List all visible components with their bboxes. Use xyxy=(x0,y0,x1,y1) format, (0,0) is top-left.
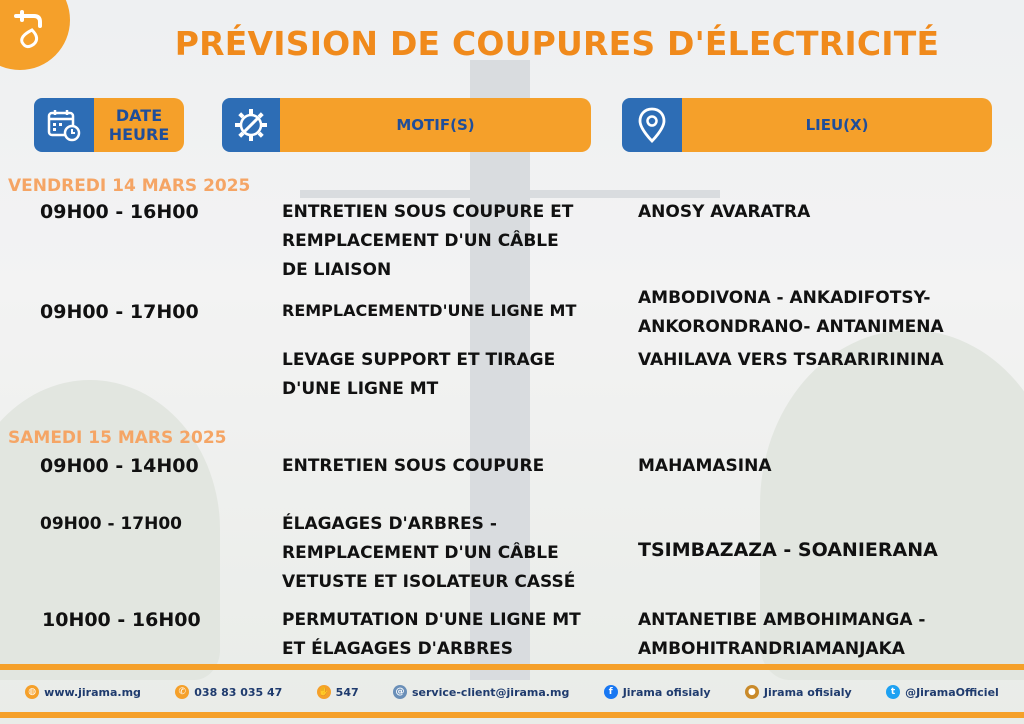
lieu-line: AMBOHITRANDRIAMANJAKA xyxy=(638,639,905,659)
motif-cell xyxy=(282,198,573,285)
lieu-cell xyxy=(638,452,772,481)
location-pin-icon xyxy=(622,98,682,152)
lieu-line: TSIMBAZAZA - SOANIERANA xyxy=(638,539,938,561)
time-slot: 09H00 - 17H00 xyxy=(40,301,199,323)
date-column-header xyxy=(34,98,184,152)
globe-icon: ◍ xyxy=(25,685,39,699)
twitter-text: @JiramaOfficiel xyxy=(905,685,999,699)
motif-column-label: MOTIF(S) xyxy=(280,98,591,152)
short-number-text: 547 xyxy=(335,685,359,699)
motif-line: REMPLACEMENT D'UN CÂBLE xyxy=(282,231,559,251)
motif-line: REMPLACEMENTD'UNE LIGNE MT xyxy=(282,301,577,320)
phone-contact[interactable] xyxy=(175,685,282,699)
motif-line: D'UNE LIGNE MT xyxy=(282,379,439,399)
motif-line: REMPLACEMENT D'UN CÂBLE xyxy=(282,543,559,563)
lieu-line: ANTANETIBE AMBOHIMANGA - xyxy=(638,610,926,630)
motif-line: ÉLAGAGES D'ARBRES - xyxy=(282,514,497,534)
day-label: SAMEDI 15 MARS 2025 xyxy=(8,428,227,448)
social-text: Jirama ofisialy xyxy=(763,685,852,699)
date-label: DATE xyxy=(115,105,163,125)
hand-icon: ✋ xyxy=(318,687,330,697)
lieu-line: MAHAMASINA xyxy=(638,456,772,476)
day-label: VENDREDI 14 MARS 2025 xyxy=(8,176,251,196)
motif-line: DE LIAISON xyxy=(282,260,392,280)
lieu-cell xyxy=(638,536,938,565)
lieu-cell xyxy=(638,198,810,227)
footer-divider-bottom xyxy=(0,712,1024,718)
heure-label: HEURE xyxy=(108,125,170,144)
social-icon: ● xyxy=(745,685,759,699)
lieu-line: AMBODIVONA - ANKADIFOTSY- xyxy=(638,288,931,308)
date-column-label xyxy=(94,98,184,152)
motif-line: PERMUTATION D'UNE LIGNE MT xyxy=(282,610,581,630)
lieu-cell xyxy=(638,606,926,664)
motif-line: VETUSTE ET ISOLATEUR CASSÉ xyxy=(282,572,576,592)
motif-cell xyxy=(282,296,576,325)
page-title: PRÉVISION DE COUPURES D'ÉLECTRICITÉ xyxy=(174,24,940,63)
lieu-column-label: LIEU(X) xyxy=(682,98,992,152)
time-slot: 09H00 - 14H00 xyxy=(40,455,199,477)
facebook-icon: f xyxy=(604,685,618,699)
email-link[interactable] xyxy=(393,685,569,699)
facebook-link[interactable] xyxy=(604,685,711,699)
time-slot: 10H00 - 16H00 xyxy=(42,609,201,631)
motif-cell xyxy=(282,452,544,481)
lieu-cell xyxy=(638,284,944,342)
gear-wrench-icon xyxy=(222,98,280,152)
time-slot: 09H00 - 17H00 xyxy=(40,514,182,534)
phone-text: 038 83 035 47 xyxy=(194,685,283,699)
motif-line: ENTRETIEN SOUS COUPURE xyxy=(282,456,545,476)
twitter-icon: t xyxy=(886,685,900,699)
twitter-link[interactable] xyxy=(886,685,999,699)
lieu-cell xyxy=(638,346,944,375)
lieu-line: VAHILAVA VERS TSARARIRININA xyxy=(638,350,944,370)
email-text: service-client@jirama.mg xyxy=(412,685,570,699)
calendar-clock-icon xyxy=(34,98,94,152)
facebook-text: Jirama ofisialy xyxy=(622,685,711,699)
time-slot: 09H00 - 16H00 xyxy=(40,201,199,223)
motif-cell xyxy=(282,606,581,664)
website-link[interactable] xyxy=(25,685,141,699)
motif-line: ET ÉLAGAGES D'ARBRES xyxy=(282,639,514,659)
motif-cell xyxy=(282,510,575,597)
short-number-contact[interactable] xyxy=(317,685,359,699)
email-icon: @ xyxy=(393,685,407,699)
social-link[interactable] xyxy=(745,685,852,699)
lieu-line: ANKORONDRANO- ANTANIMENA xyxy=(638,317,944,337)
motif-column-header xyxy=(222,98,591,152)
lieu-column-header xyxy=(622,98,992,152)
motif-cell xyxy=(282,346,555,404)
background-crossarm xyxy=(300,190,720,198)
motif-line: LEVAGE SUPPORT ET TIRAGE xyxy=(282,350,556,370)
footer-contacts xyxy=(0,676,1024,708)
footer-divider-top xyxy=(0,664,1024,670)
lieu-line: ANOSY AVARATRA xyxy=(638,202,811,222)
phone-icon: ✆ xyxy=(175,685,189,699)
motif-line: ENTRETIEN SOUS COUPURE ET xyxy=(282,202,574,222)
website-text: www.jirama.mg xyxy=(44,685,141,699)
